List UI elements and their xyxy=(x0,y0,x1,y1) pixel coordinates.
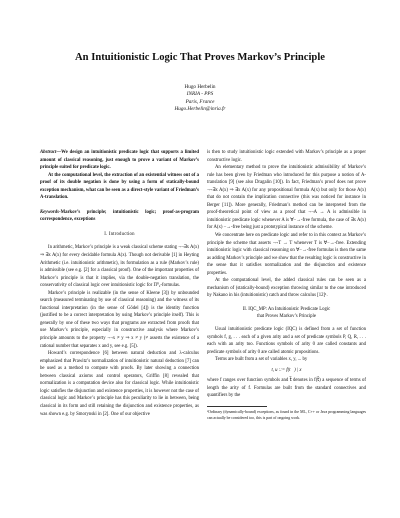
right-column xyxy=(207,149,366,421)
keywords-label: Keywords xyxy=(40,209,59,215)
author-email: Hugo.Herbelin@inria.fr xyxy=(174,106,226,113)
footnote-rule xyxy=(207,406,267,407)
section-heading-2 xyxy=(207,306,366,321)
paper-title: An Intuitionistic Logic That Proves Markov’s Principle xyxy=(75,52,325,63)
abstract-label: Abstract xyxy=(40,150,57,155)
left-column xyxy=(40,149,199,418)
keywords-text: -Markov’s principle; intuitionistic logic; proof-as-program correspondence, exceptions xyxy=(40,209,199,223)
author-city: Paris, France xyxy=(185,98,215,105)
section-heading-2-line-1: II. IQC_MP: An Intuitionistic Predicate Logic xyxy=(242,306,331,312)
author-block xyxy=(100,84,300,114)
abstract-text: —We design an intuitionistic predicate logic that supports a limited amount of classical reasoning, just enough to prove a variant of Markov’s principle suited for predicate logic. xyxy=(40,150,199,171)
intro-paragraph-4: is then to study intuitionistic logic extended with Markov’s principle as a proper constructive logic. xyxy=(207,150,366,163)
section-heading-introduction: I. Introduction xyxy=(104,231,135,237)
intro-paragraph-5: An elementary method to prove the intuitionistic admissibility of Markov’s rule has been given by Friedman who introduced for this purpose a notion of A-translation [9] (see also Dragalin [10]). In fact, Friedman’s proof does not prove ¬¬∃x A(x) ⇒ ∃x A(x) for any propositional formula A(x) but only for those A(x) that do not contain the implication connective (this was noticed for instance in Berger [11]). More generally, Friedman’s method can be interpreted from the proof-theoretical point of view as a proof that ¬¬A → A is admissible in intuitionistic predicate logic whenever A is ∀−→-free formula, the case of ∃x A(x) for A(x) −→-free being just a prototypical instance of the scheme. xyxy=(207,165,366,231)
sec2-paragraph-2: Terms are built from a set of variables x, y, ... by xyxy=(215,357,308,363)
intro-paragraph-2: Markov’s principle is realizable (in the sense of Kleene [3]) by unbounded search (measured terminating by use of classical reasoning) and the witness of its functional interpretation (in the sense of Gödel [4]) is the identity function (justified to be a correct interpretation by using Markov’s principle itself). This is generally by one of these two ways that programs are extracted from proofs that use Markov’s principle, especially in constructive analysis where Markov’s principle amounts to the property ¬¬x ≠ y ⇒ x ≠ y (≠ asserts the existence of a rational number that separates x and y, see e.g. [5]). xyxy=(40,290,199,349)
abstract-text-2: At the computational level, the extraction of an existential witness out of a proof of its double negation is done by using a form of statically-bound exception mechanism, what can be seen as a direct-style variant of Friedman’s A-translation. xyxy=(40,172,199,201)
sec2-paragraph-3: where f ranges over function symbols and t⃗ denotes in f(t⃗) a sequence of terms of length the arity of f. Formulas are built from the standard connectives and quantifiers by the xyxy=(207,378,366,399)
intro-paragraph-7: At the computational level, the added classical rules can be seen as a mechanism of (statically-bound) exception throwing similar to the one introduced by Nakano in his (intuitionistic) catch and throw calculus [12]¹. xyxy=(207,278,366,299)
author-affiliation: INRIA - PPS xyxy=(186,91,214,98)
author-name: Hugo Herbelin xyxy=(184,84,216,90)
intro-paragraph-1: In arithmetic, Markov’s principle is a weak classical scheme stating ¬¬∃x A(x) ⇒ ∃x A(x) for every decidable formula A(x). Though not derivable [1] in Heyting Arithmetic (i.e. intuitionistic arithmetic), its formulation as a rule (Markov’s rule) is admissible (see e.g. [2] for a classical proof). One of the important properties of Markov’s principle is that it implies, via the double-negation translation, the conservativity of classical logic over intuitionistic logic for Π⁰₂-formulas. xyxy=(40,245,199,289)
abstract xyxy=(40,149,199,172)
footnote: ¹Ordinary (dynamically-bound) exceptions, as found in the ML, C++ or Java programming languages can actually be considered too, this is part of ongoing work. xyxy=(207,409,366,420)
keywords xyxy=(40,209,199,224)
intro-paragraph-3: Howard’s correspondence [6] between natural deduction and λ-calculus emphasized that Prawitz’s normalization of intuitionistic natural deduction [7] can be used as a method to compute with proofs. By later showing a connection between classical axioms and control operators, Griffin [8] revealed that normalization is a computation device also for classical logic. While intuitionistic logic satisfies the disjunction and existence properties, it is however not the case of classical logic and Markov’s principle has this peculiarity to lie in between, being classical in its form and still retaining the disjunction and existence properties, as was shown e.g. by Smorynski in [2]. One of our objective xyxy=(40,351,199,417)
term-grammar-formula: t, u ::= f(t⃗) | x xyxy=(271,367,302,373)
section-heading-2-line-2: that Proves Markov’s Principle xyxy=(257,314,316,320)
sec2-paragraph-1: Usual intuitionistic predicate logic (IQC) is defined from a set of function symbols f, g, . . . each of a given arity and a set of predicate symbols P, Q, R, . . . each with an arity too. Functions symbols of arity 0 are called constants and predicate symbols of arity 0 are called atomic propositions. xyxy=(207,327,366,355)
intro-paragraph-6: We concentrate here on predicate logic and refer to in this context as Markov’s principle the scheme that asserts ¬¬T → T whenever T is ∀−→-free. Extending intuitionistic logic with classical reasoning on ∀−→-free formulas is then the same as adding Markov’s principle and we show that the resulting logic is constructive in the sense that it satisfies normalization and the disjunction and existence properties. xyxy=(207,233,366,276)
